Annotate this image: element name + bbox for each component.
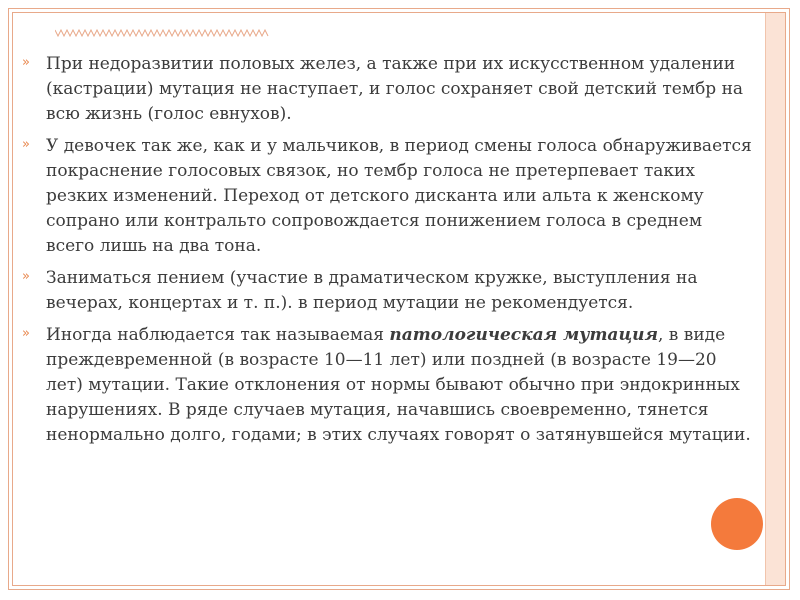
bullet-text-before: Иногда наблюдается так называемая: [46, 325, 390, 345]
bullet-chevron-icon: »: [22, 137, 30, 152]
list-item: [20, 323, 755, 448]
bullet-chevron-icon: »: [22, 55, 30, 70]
bullet-text-after: , в виде преждевременной (в возрасте 10—11 лет) или поздней (в возрасте 19—20 лет) мутации. Такие отклонения от нормы бывают обычно при эндокринных нарушениях. В ряде случаев мутация, начавшись своевременно, тянется ненормально долго, годами; в этих случаях говорят о затянувшейся мутации.: [46, 325, 751, 445]
bullet-chevron-icon: »: [22, 326, 30, 341]
list-item: [20, 134, 755, 259]
highlighted-term: патологическая мутация: [389, 325, 658, 345]
bullet-text: При недоразвитии половых желез, а также при их искусственном удалении (кастрации) мутация не наступает, и голос сохраняет свой детский тембр на всю жизнь (голос евнухов).: [46, 54, 744, 124]
list-item: [20, 266, 755, 316]
bullet-list: [20, 52, 755, 455]
bullet-text: Заниматься пением (участие в драматическом кружке, выступления на вечерах, концертах и т. п.). в период мутации не рекомендуется.: [46, 268, 698, 313]
zigzag-decoration-icon: [55, 28, 270, 38]
bullet-text: У девочек так же, как и у мальчиков, в период смены голоса обнаруживается покраснение голосовых связок, но тембр голоса не претерпевает таких резких изменений. Переход от детского дисканта или альта к женскому сопрано или контральто сопровождается понижением голоса в среднем всего лишь на два тона.: [46, 136, 752, 256]
list-item: [20, 52, 755, 127]
bullet-chevron-icon: »: [22, 269, 30, 284]
orange-circle-decoration: [711, 498, 763, 550]
side-band: [765, 13, 785, 585]
